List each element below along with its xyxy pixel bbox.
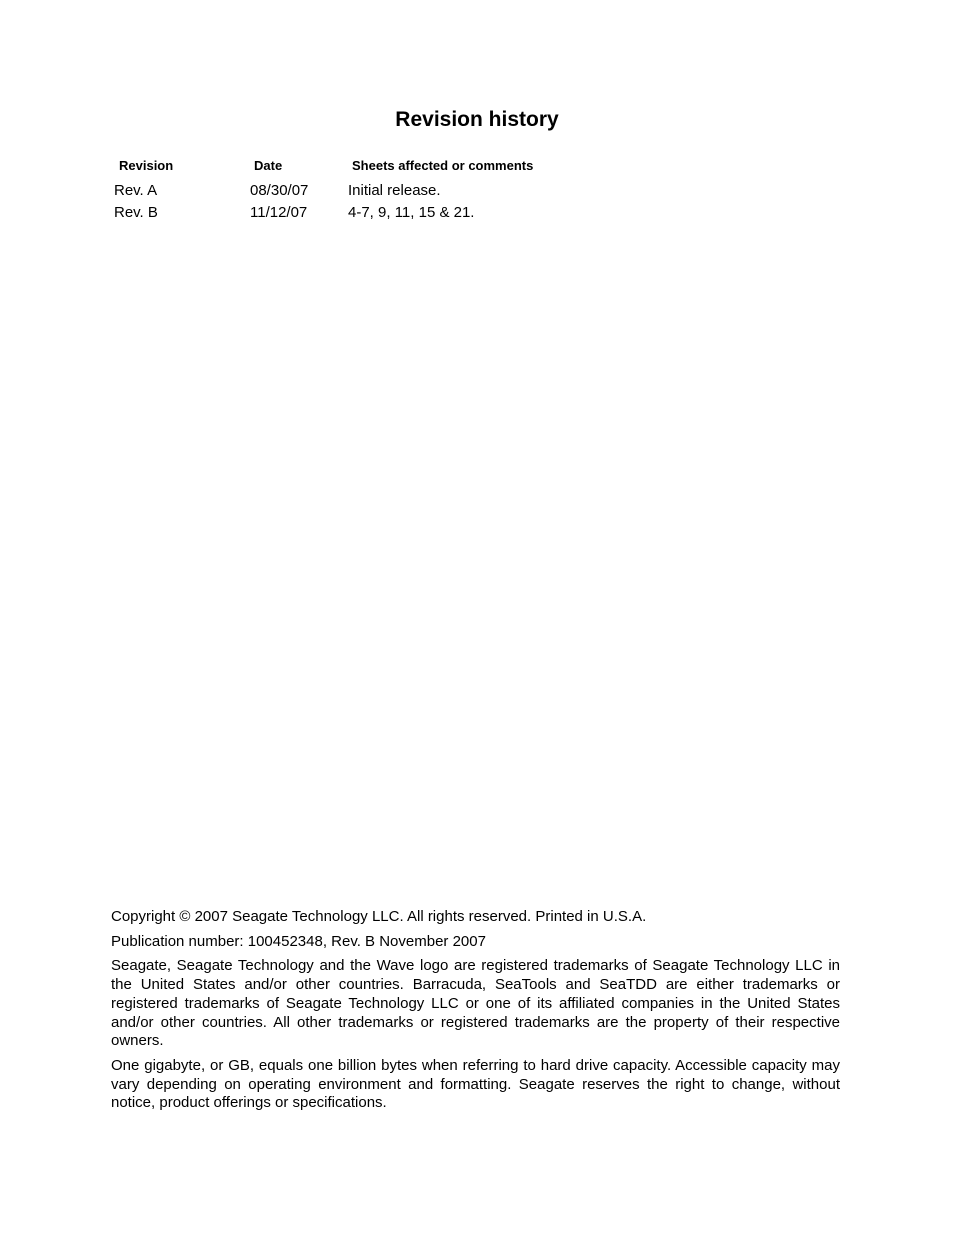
legal-notice [111,908,840,1119]
publication-number-text: Publication number: 100452348, Rev. B November 2007 [111,932,486,950]
capacity-note-text: One gigabyte, or GB, equals one billion bytes when referring to hard drive capacity. Accessible capacity may vary depending on operating environment and formatting. Seagate reserves the right to change, without notice, product offerings or specifications. [111,1056,840,1112]
column-header-date: Date [254,158,283,173]
column-header-comments: Sheets affected or comments [352,158,534,173]
date-cell: 08/30/07 [250,182,309,199]
revision-history-table [114,156,714,224]
copyright-text: Copyright © 2007 Seagate Technology LLC. All rights reserved. Printed in U.S.A. [111,908,647,925]
column-header-revision: Revision [119,158,174,173]
revision-cell: Rev. A [114,182,158,199]
page-title: Revision history [395,108,559,131]
table-row [114,202,714,224]
comments-cell: 4-7, 9, 11, 15 & 21. [348,204,475,221]
table-header-row [114,156,714,180]
date-cell: 11/12/07 [250,204,308,221]
trademarks-text: Seagate, Seagate Technology and the Wave logo are registered trademarks of Seagate Technology LLC in the United States and/or other countries. Barracuda, SeaTools and SeaTDD are either trademarks or registered trademarks of Seagate Technology LLC or one of its affiliated companies in the United States and/or other countries. All other trademarks or registered trademarks are the property of their respective owners. [111,957,840,1050]
comments-cell: Initial release. [348,182,441,199]
table-row [114,180,714,202]
revision-cell: Rev. B [114,204,158,221]
